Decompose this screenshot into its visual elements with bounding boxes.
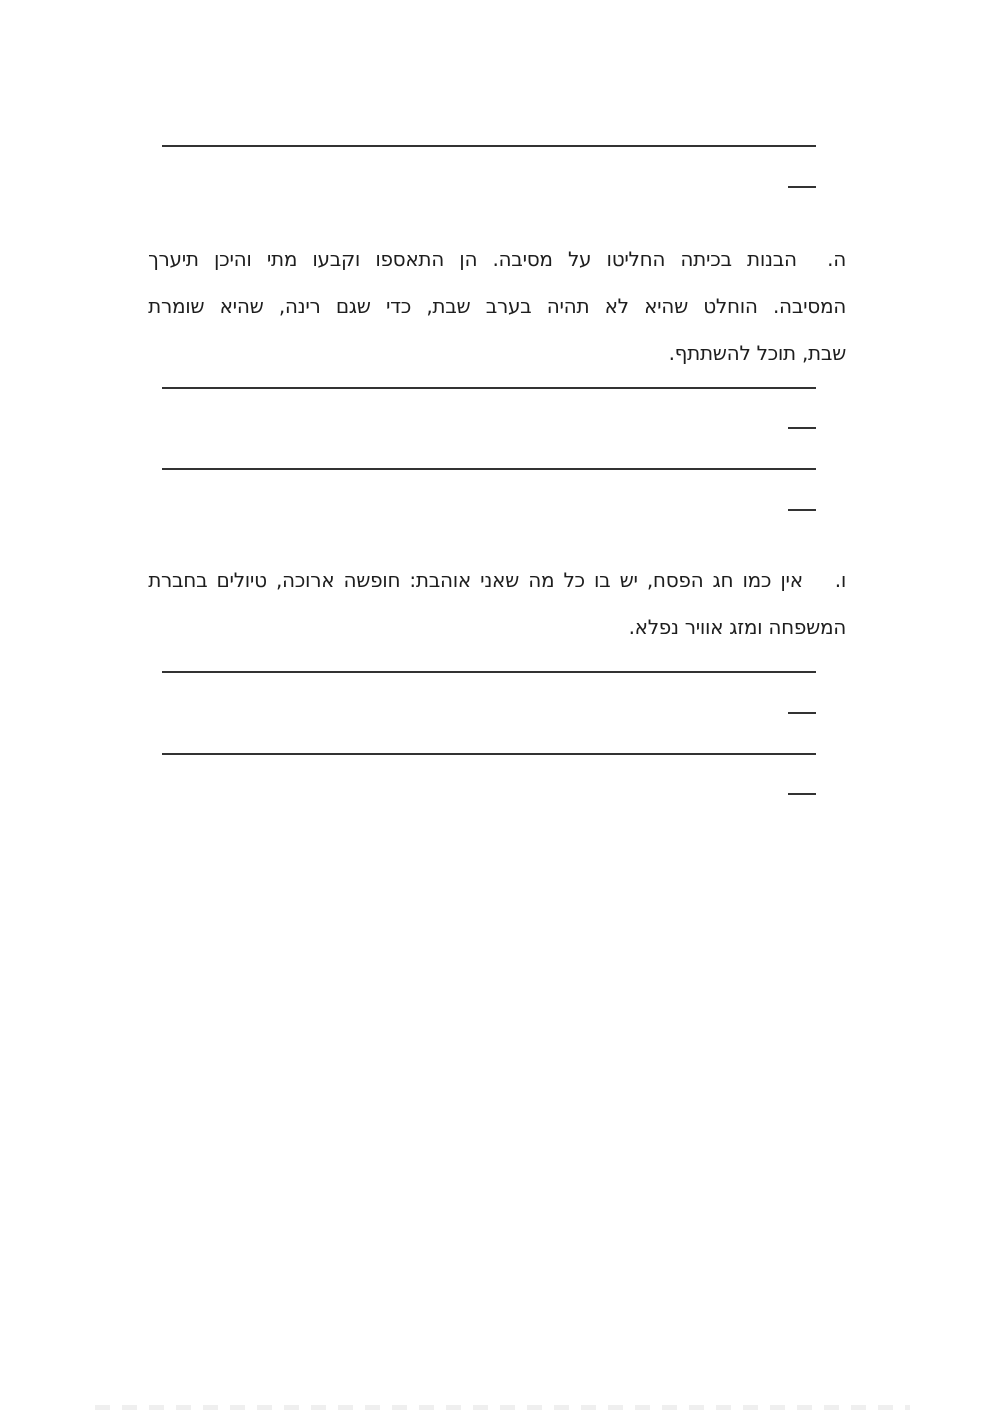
word: הבנות: [747, 247, 797, 271]
word: כמו: [742, 568, 772, 592]
word: כל: [563, 568, 585, 592]
word: ארוכה,: [275, 568, 335, 592]
word: והיכן: [214, 247, 252, 271]
paragraph-line: [148, 283, 846, 330]
word: יש: [619, 568, 638, 592]
word: הן: [459, 247, 478, 271]
word: בערב: [485, 294, 532, 318]
answer-line-continuation[interactable]: [788, 427, 816, 429]
word: החליטו: [606, 247, 666, 271]
word: מסיבה.: [492, 247, 553, 271]
word: רינה,: [278, 294, 321, 318]
word: הפסח,: [646, 568, 704, 592]
next-page-bleed: [95, 1405, 910, 1410]
answer-line[interactable]: [162, 671, 816, 673]
word: שגם: [335, 294, 371, 318]
item-marker-he: ה.: [827, 247, 846, 271]
answer-line[interactable]: [162, 468, 816, 470]
paragraph-line: [148, 557, 846, 604]
answer-line[interactable]: [162, 753, 816, 755]
exercise-item-vav: [148, 557, 846, 651]
word: בחברת: [148, 568, 208, 592]
answer-line[interactable]: [162, 387, 816, 389]
word: בו: [594, 568, 611, 592]
word: אין: [780, 568, 803, 592]
answer-line-continuation[interactable]: [788, 186, 816, 188]
word: כדי: [385, 294, 412, 318]
word: טיולים: [216, 568, 267, 592]
word: שהיא: [219, 294, 264, 318]
exercise-item-he: [148, 236, 846, 377]
word: על: [567, 247, 592, 271]
word: המסיבה.: [773, 294, 846, 318]
answer-line-continuation[interactable]: [788, 509, 816, 511]
answer-line[interactable]: [162, 145, 816, 147]
word: שאני: [480, 568, 519, 592]
word: שהיא: [644, 294, 688, 318]
answer-line-continuation[interactable]: [788, 793, 816, 795]
word: מה: [528, 568, 555, 592]
word: התאספו: [375, 247, 445, 271]
paragraph-line: שבת, תוכל להשתתף.: [668, 341, 846, 365]
word: חופשה: [343, 568, 401, 592]
word: שבת,: [426, 294, 471, 318]
paragraph-line: המשפחה ומזג אוויר נפלא.: [628, 615, 846, 639]
word: אוהבת:: [409, 568, 471, 592]
word: הוחלט: [703, 294, 758, 318]
word: לא: [604, 294, 629, 318]
word: חג: [712, 568, 734, 592]
item-marker-vav: ו.: [834, 568, 846, 592]
word: תיערך: [148, 247, 199, 271]
word: בכיתה: [680, 247, 732, 271]
paragraph-line: [148, 236, 846, 283]
answer-line-continuation[interactable]: [788, 712, 816, 714]
word: תהיה: [546, 294, 590, 318]
word: שומרת: [148, 294, 205, 318]
word: מתי: [266, 247, 298, 271]
word: וקבעו: [312, 247, 361, 271]
